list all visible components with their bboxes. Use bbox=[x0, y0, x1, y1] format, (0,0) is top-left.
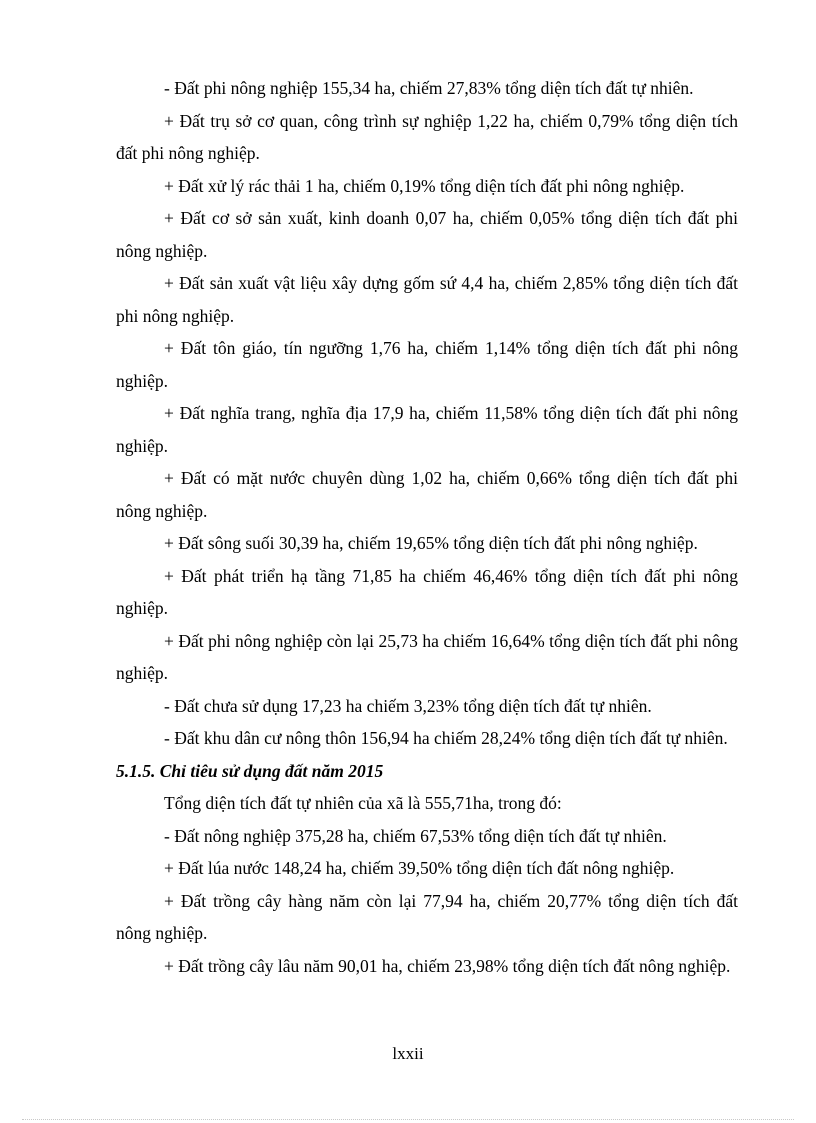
paragraph: + Đất cơ sở sản xuất, kinh doanh 0,07 ha, chiếm 0,05% tổng diện tích đất phi nông nghiệp. bbox=[116, 208, 738, 261]
document-body bbox=[116, 72, 738, 982]
paragraph: + Đất phi nông nghiệp còn lại 25,73 ha chiếm 16,64% tổng diện tích đất phi nông nghiệp. bbox=[116, 630, 738, 683]
section-heading: 5.1.5. Chỉ tiêu sử dụng đất năm 2015 bbox=[116, 760, 384, 781]
paragraph: + Đất có mặt nước chuyên dùng 1,02 ha, chiếm 0,66% tổng diện tích đất phi nông nghiệp. bbox=[116, 468, 738, 521]
paragraph: + Đất tôn giáo, tín ngưỡng 1,76 ha, chiếm 1,14% tổng diện tích đất phi nông nghiệp. bbox=[116, 338, 738, 391]
paragraph: + Đất phát triển hạ tầng 71,85 ha chiếm 46,46% tổng diện tích đất phi nông nghiệp. bbox=[116, 565, 738, 618]
paragraph: + Đất sông suối 30,39 ha, chiếm 19,65% tổng diện tích đất phi nông nghiệp. bbox=[164, 533, 698, 553]
paragraph: - Đất khu dân cư nông thôn 156,94 ha chiếm 28,24% tổng diện tích đất tự nhiên. bbox=[164, 728, 728, 748]
paragraph: - Đất chưa sử dụng 17,23 ha chiếm 3,23% tổng diện tích đất tự nhiên. bbox=[164, 695, 652, 716]
paragraph: + Đất trồng cây lâu năm 90,01 ha, chiếm 23,98% tổng diện tích đất nông nghiệp. bbox=[164, 955, 731, 976]
paragraph: + Đất trồng cây hàng năm còn lại 77,94 ha, chiếm 20,77% tổng diện tích đất nông nghiệp. bbox=[116, 890, 738, 943]
paragraph: + Đất lúa nước 148,24 ha, chiếm 39,50% tổng diện tích đất nông nghiệp. bbox=[164, 858, 675, 878]
paragraph: - Đất nông nghiệp 375,28 ha, chiếm 67,53% tổng diện tích đất tự nhiên. bbox=[164, 825, 667, 846]
paragraph: Tổng diện tích đất tự nhiên của xã là 555,71ha, trong đó: bbox=[164, 793, 562, 813]
paragraph: + Đất sản xuất vật liệu xây dựng gốm sứ 4,4 ha, chiếm 2,85% tổng diện tích đất phi nông nghiệp. bbox=[116, 273, 738, 326]
paragraph: + Đất xử lý rác thải 1 ha, chiếm 0,19% tổng diện tích đất phi nông nghiệp. bbox=[164, 175, 685, 196]
paragraph: + Đất nghĩa trang, nghĩa địa 17,9 ha, chiếm 11,58% tổng diện tích đất phi nông nghiệp. bbox=[116, 403, 738, 456]
page-number: lxxii bbox=[392, 1044, 424, 1063]
paragraph: + Đất trụ sở cơ quan, công trình sự nghiệp 1,22 ha, chiếm 0,79% tổng diện tích đất phi nông nghiệp. bbox=[116, 110, 738, 163]
paragraph: - Đất phi nông nghiệp 155,34 ha, chiếm 27,83% tổng diện tích đất tự nhiên. bbox=[164, 78, 694, 98]
footer-divider bbox=[22, 1119, 794, 1120]
